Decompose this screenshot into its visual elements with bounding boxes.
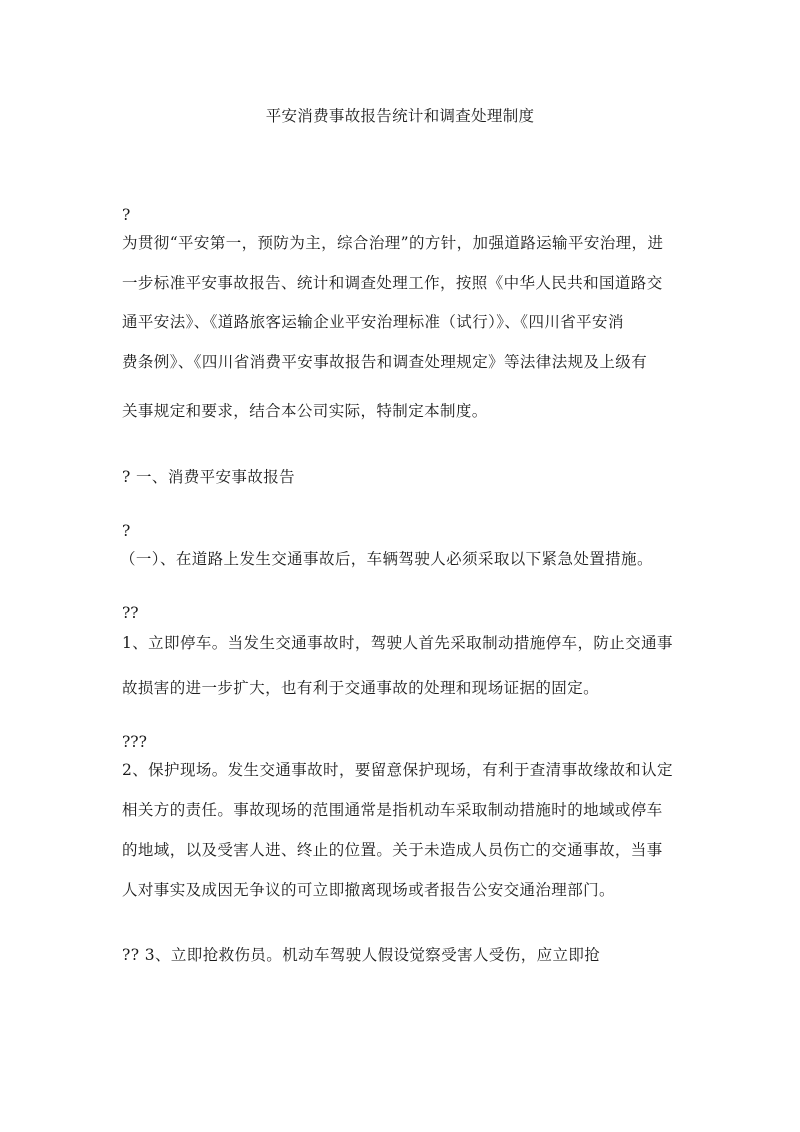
section-heading: ? 一、消费平安事故报告	[122, 468, 296, 486]
placeholder-mark: ?	[122, 206, 131, 224]
paragraph-line: 通平安法》、《道路旅客运输企业平安治理标准（试行）》、《四川省平安消	[122, 313, 624, 331]
paragraph-line: 的地域，以及受害人进、终止的位置。关于未造成人员伤亡的交通事故，当事	[122, 841, 663, 859]
placeholder-mark: ?	[122, 522, 131, 540]
subsection-heading: （一）、在道路上发生交通事故后，车辆驾驶人必须采取以下紧急处置措施。	[120, 550, 653, 568]
paragraph-line: 相关方的责任。事故现场的范围通常是指机动车采取制动措施时的地域或停车	[122, 801, 663, 819]
paragraph-line: 一步标准平安事故报告、统计和调查处理工作，按照《中华人民共和国道路交	[122, 274, 663, 292]
document-title: 平安消费事故报告统计和调查处理制度	[265, 107, 535, 125]
paragraph-line: 1、立即停车。当发生交通事故时，驾驶人首先采取制动措施停车，防止交通事	[122, 634, 673, 652]
paragraph-line: 2、保护现场。发生交通事故时，要留意保护现场，有利于查清事故缘故和认定	[122, 761, 673, 779]
placeholder-mark: ???	[122, 733, 147, 751]
paragraph-line: 为贯彻“平安第一，预防为主，综合治理”的方针，加强道路运输平安治理，进	[122, 234, 664, 252]
paragraph-line: 人对事实及成因无争议的可立即撤离现场或者报告公安交通治理部门。	[122, 881, 615, 899]
paragraph-line: 故损害的进一步扩大，也有利于交通事故的处理和现场证据的固定。	[122, 679, 600, 697]
placeholder-mark: ??	[122, 604, 139, 622]
paragraph-line: 费条例》、《四川省消费平安事故报告和调查处理规定》等法律法规及上级有	[122, 353, 648, 371]
paragraph-line: ?? 3、立即抢救伤员。机动车驾驶人假设觉察受害人受伤，应立即抢	[122, 946, 601, 964]
paragraph-line: 关事规定和要求，结合本公司实际，特制定本制度。	[122, 402, 488, 420]
